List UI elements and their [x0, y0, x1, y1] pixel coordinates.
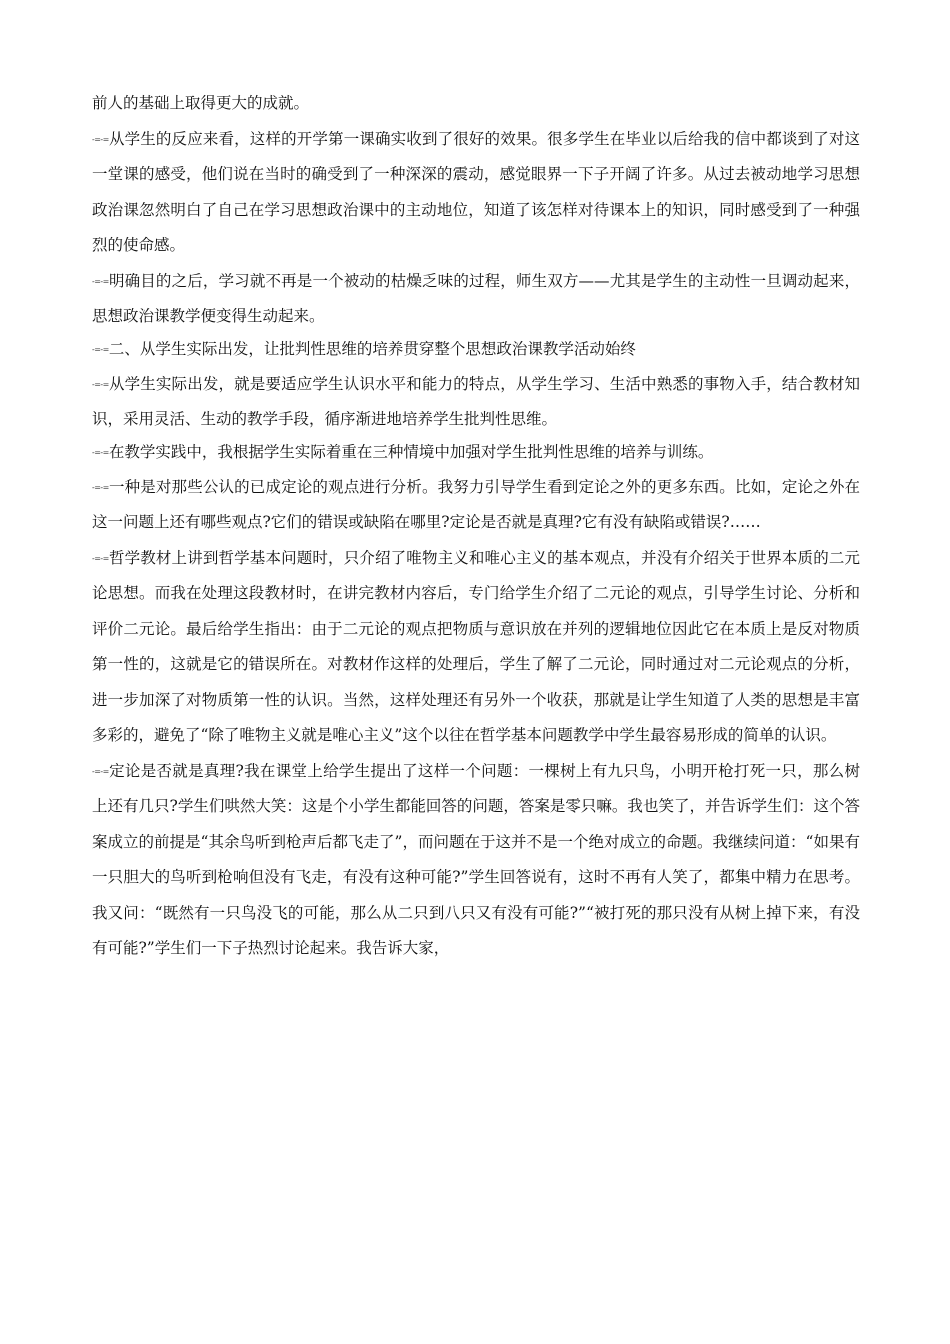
paragraph-8 — [92, 754, 860, 967]
paragraph-marker: -=-= — [92, 379, 109, 389]
paragraph-text: 二、从学生实际出发，让批判性思维的培养贯穿整个思想政治课教学活动始终 — [108, 339, 636, 358]
paragraph-marker: -=-= — [92, 482, 109, 492]
paragraph-text: 前人的基础上取得更大的成就。 — [92, 94, 310, 112]
paragraph-marker: -=-= — [92, 344, 109, 354]
paragraph-text: 从学生实际出发，就是要适应学生认识水平和能力的特点，从学生学习、生活中熟悉的事物入手，结合教材知识，采用灵活、生动的教学手段，循序渐进地培养学生批判性思维。 — [92, 374, 860, 428]
paragraph-text: 在教学实践中，我根据学生实际着重在三种情境中加强对学生批判性思维的培养与训练。 — [108, 442, 714, 461]
paragraph-text: 从学生的反应来看，这样的开学第一课确实收到了很好的效果。很多学生在毕业以后给我的信中都谈到了对这一堂课的感受，他们说在当时的确受到了一种深深的震动，感觉眼界一下子开阔了许多。从过去被动地学习思想政治课忽然明白了自己在学习思想政治课中的主动地位，知道了该怎样对待课本上的知识，同时感受到了一种强烈的使命感。 — [92, 129, 860, 254]
paragraph-0 — [92, 86, 860, 122]
paragraph-text: 明确目的之后，学习就不再是一个被动的枯燥乏味的过程，师生双方——尤其是学生的主动性一旦调动起来，思想政治课教学便变得生动起来。 — [92, 271, 860, 325]
paragraph-marker: -=-= — [92, 553, 109, 563]
paragraph-text: 哲学教材上讲到哲学基本问题时，只介绍了唯物主义和唯心主义的基本观点，并没有介绍关于世界本质的二元论思想。而我在处理这段教材时，在讲完教材内容后，专门给学生介绍了二元论的观点，引导学生讨论、分析和评价二元论。最后给学生指出：由于二元论的观点把物质与意识放在并列的逻辑地位因此它在本质上是反对物质第一性的，这就是它的错误所在。对教材作这样的处理后，学生了解了二元论，同时通过对二元论观点的分析，进一步加深了对物质第一性的认识。当然，这样处理还有另外一个收获，那就是让学生知道了人类的思想是丰富多彩的，避免了“除了唯物主义就是唯心主义”这个以往在哲学基本问题教学中学生最容易形成的简单的认识。 — [92, 548, 860, 744]
paragraph-5 — [92, 438, 860, 467]
paragraph-4 — [92, 367, 860, 438]
paragraph-text: 一种是对那些公认的已成定论的观点进行分析。我努力引导学生看到定论之外的更多东西。比如，定论之外在这一问题上还有哪些观点?它们的错误或缺陷在哪里?定论是否就是真理?它有没有缺陷或错误?…… — [92, 477, 860, 531]
paragraph-2 — [92, 264, 860, 335]
paragraph-6 — [92, 470, 860, 541]
paragraph-marker: -=-= — [92, 134, 109, 144]
paragraph-marker: -=-= — [92, 766, 109, 776]
document-page — [92, 86, 860, 967]
paragraph-marker: -=-= — [92, 447, 109, 457]
paragraph-marker: -=-= — [92, 276, 109, 286]
section-heading — [92, 335, 860, 364]
paragraph-7 — [92, 541, 860, 754]
paragraph-text: 定论是否就是真理?我在课堂上给学生提出了这样一个问题：一棵树上有九只鸟，小明开枪打死一只，那么树上还有几只?学生们哄然大笑：这是个小学生都能回答的问题，答案是零只嘛。我也笑了，并告诉学生们：这个答案成立的前提是“其余鸟听到枪声后都飞走了”，而问题在于这并不是一个绝对成立的命题。我继续问道：“如果有一只胆大的鸟听到枪响但没有飞走，有没有这种可能?”学生回答说有，这时不再有人笑了，都集中精力在思考。我又问：“既然有一只鸟没飞的可能，那么从二只到八只又有没有可能?”“被打死的那只没有从树上掉下来，有没有可能?”学生们一下子热烈讨论起来。我告诉大家， — [92, 761, 860, 957]
paragraph-1 — [92, 122, 860, 264]
